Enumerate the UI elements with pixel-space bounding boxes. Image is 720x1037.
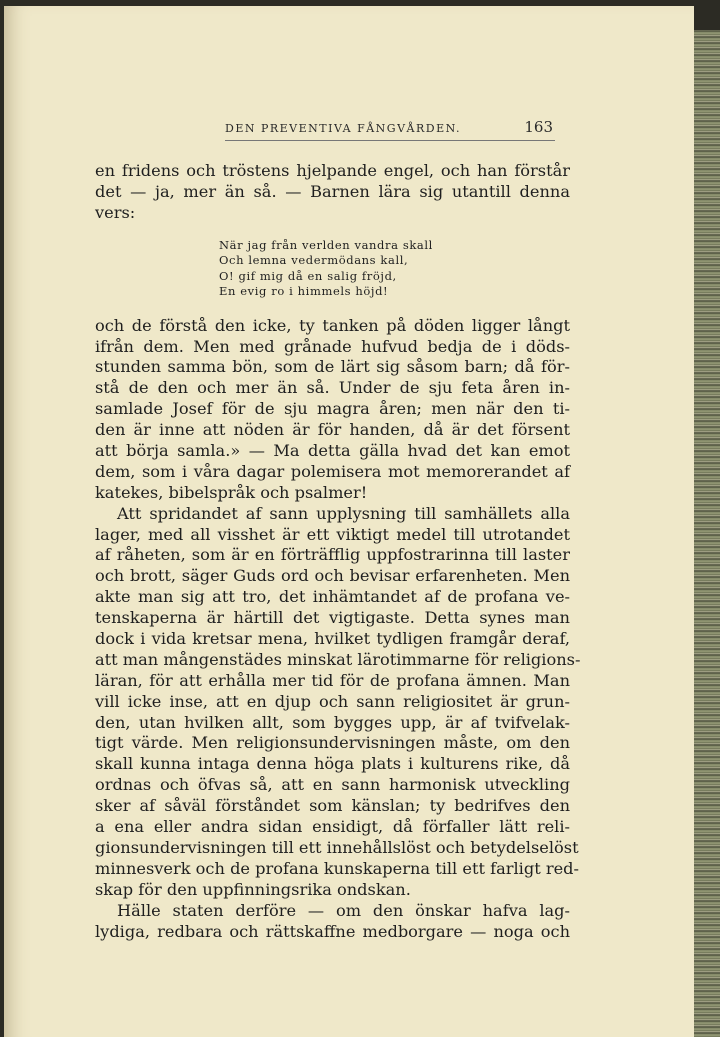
text-line: att man mångenstädes minskat lärotimmarne för religions- <box>95 649 581 669</box>
verse <box>219 238 570 300</box>
text-line: stunden samma bön, som de lärt sig såsom barn; då för- <box>95 357 570 377</box>
text-line: sker af såväl förståndet som känslan; ty bedrifves den <box>95 796 570 816</box>
page-header <box>225 120 555 141</box>
paragraph-3 <box>95 901 570 943</box>
text-line: vill icke inse, att en djup och sann religiositet är grun- <box>95 691 570 711</box>
text-line: läran, för att erhålla mer tid för de profana ämnen. Man <box>95 670 570 690</box>
text-line: en fridens och tröstens hjelpande engel, och han förstår <box>95 161 570 180</box>
text-line: skap för den uppfinningsrika ondskan. <box>95 879 411 899</box>
text-line: dock i vida kretsar mena, hvilket tydligen framgår deraf, <box>95 629 570 649</box>
verse-line: När jag från verlden vandra skall <box>219 237 433 252</box>
text-line: ordnas och öfvas så, att en sann harmonisk utveckling <box>95 775 570 795</box>
paragraph-2 <box>95 503 581 901</box>
text-line: att börja samla.» — Ma detta gälla hvad det kan emot <box>95 441 570 461</box>
text-line: lager, med all visshet är ett viktigt medel till utrotandet <box>95 524 570 544</box>
page-edge <box>694 30 720 1037</box>
running-head: DEN PREVENTIVA FÅNGVÅRDEN. <box>225 122 462 135</box>
text-line: tigt värde. Men religionsundervisningen måste, om den <box>95 733 570 753</box>
text-line: katekes, bibelspråk och psalmer! <box>95 482 368 502</box>
text-line: a ena eller andra sidan ensidigt, då förfaller lätt reli- <box>95 817 570 837</box>
text-line: skall kunna intaga denna höga plats i kulturens rike, då <box>95 754 570 774</box>
text-line: Att spridandet af sann upplysning till samhällets alla <box>117 503 570 523</box>
page-number: 163 <box>524 118 553 136</box>
text-line: gionsundervisningen till ett innehållslöst och betydelselöst <box>95 837 579 857</box>
text-line: lydiga, redbara och rättskaffne medborgare — noga och <box>95 921 570 941</box>
text-line: Hälle staten derföre — om den önskar hafva lag- <box>117 900 570 920</box>
text-line: dem, som i våra dagar polemisera mot memorerandet af <box>95 461 570 481</box>
paragraph-1 <box>95 316 570 504</box>
verse-line: En evig ro i himmels höjd! <box>219 284 389 299</box>
intro-paragraph <box>95 161 570 224</box>
text-line: det — ja, mer än så. — Barnen lära sig utantill denna <box>95 181 570 201</box>
text-line: ifrån dem. Men med grånade hufvud bedja de i döds- <box>95 336 570 356</box>
body-text <box>95 161 581 942</box>
text-line: tenskaperna är härtill det vigtigaste. Detta synes man <box>95 608 570 628</box>
text-line: samlade Josef för de sju magra åren; men när den ti- <box>95 399 570 419</box>
text-line: den är inne att nöden är för handen, då är det försent <box>95 420 570 440</box>
text-line: stå de den och mer än så. Under de sju feta åren in- <box>95 378 570 398</box>
text-line: och de förstå den icke, ty tanken på döden ligger långt <box>95 315 570 335</box>
text-line: vers: <box>95 202 136 222</box>
text-line: och brott, säger Guds ord och bevisar erfarenheten. Men <box>95 566 570 586</box>
text-line: akte man sig att tro, det inhämtandet af de profana ve- <box>95 587 570 607</box>
verse-line: Och lemna vedermödans kall, <box>219 253 409 268</box>
text-line: minnesverk och de profana kunskaperna till ett farligt red- <box>95 858 580 878</box>
verse-line: O! gif mig då en salig fröjd, <box>219 268 397 283</box>
text-line: af råheten, som är en förträfflig uppfostrarinna till laster <box>95 545 570 565</box>
text-line: den, utan hvilken allt, som bygges upp, är af tvifvelak- <box>95 712 570 732</box>
